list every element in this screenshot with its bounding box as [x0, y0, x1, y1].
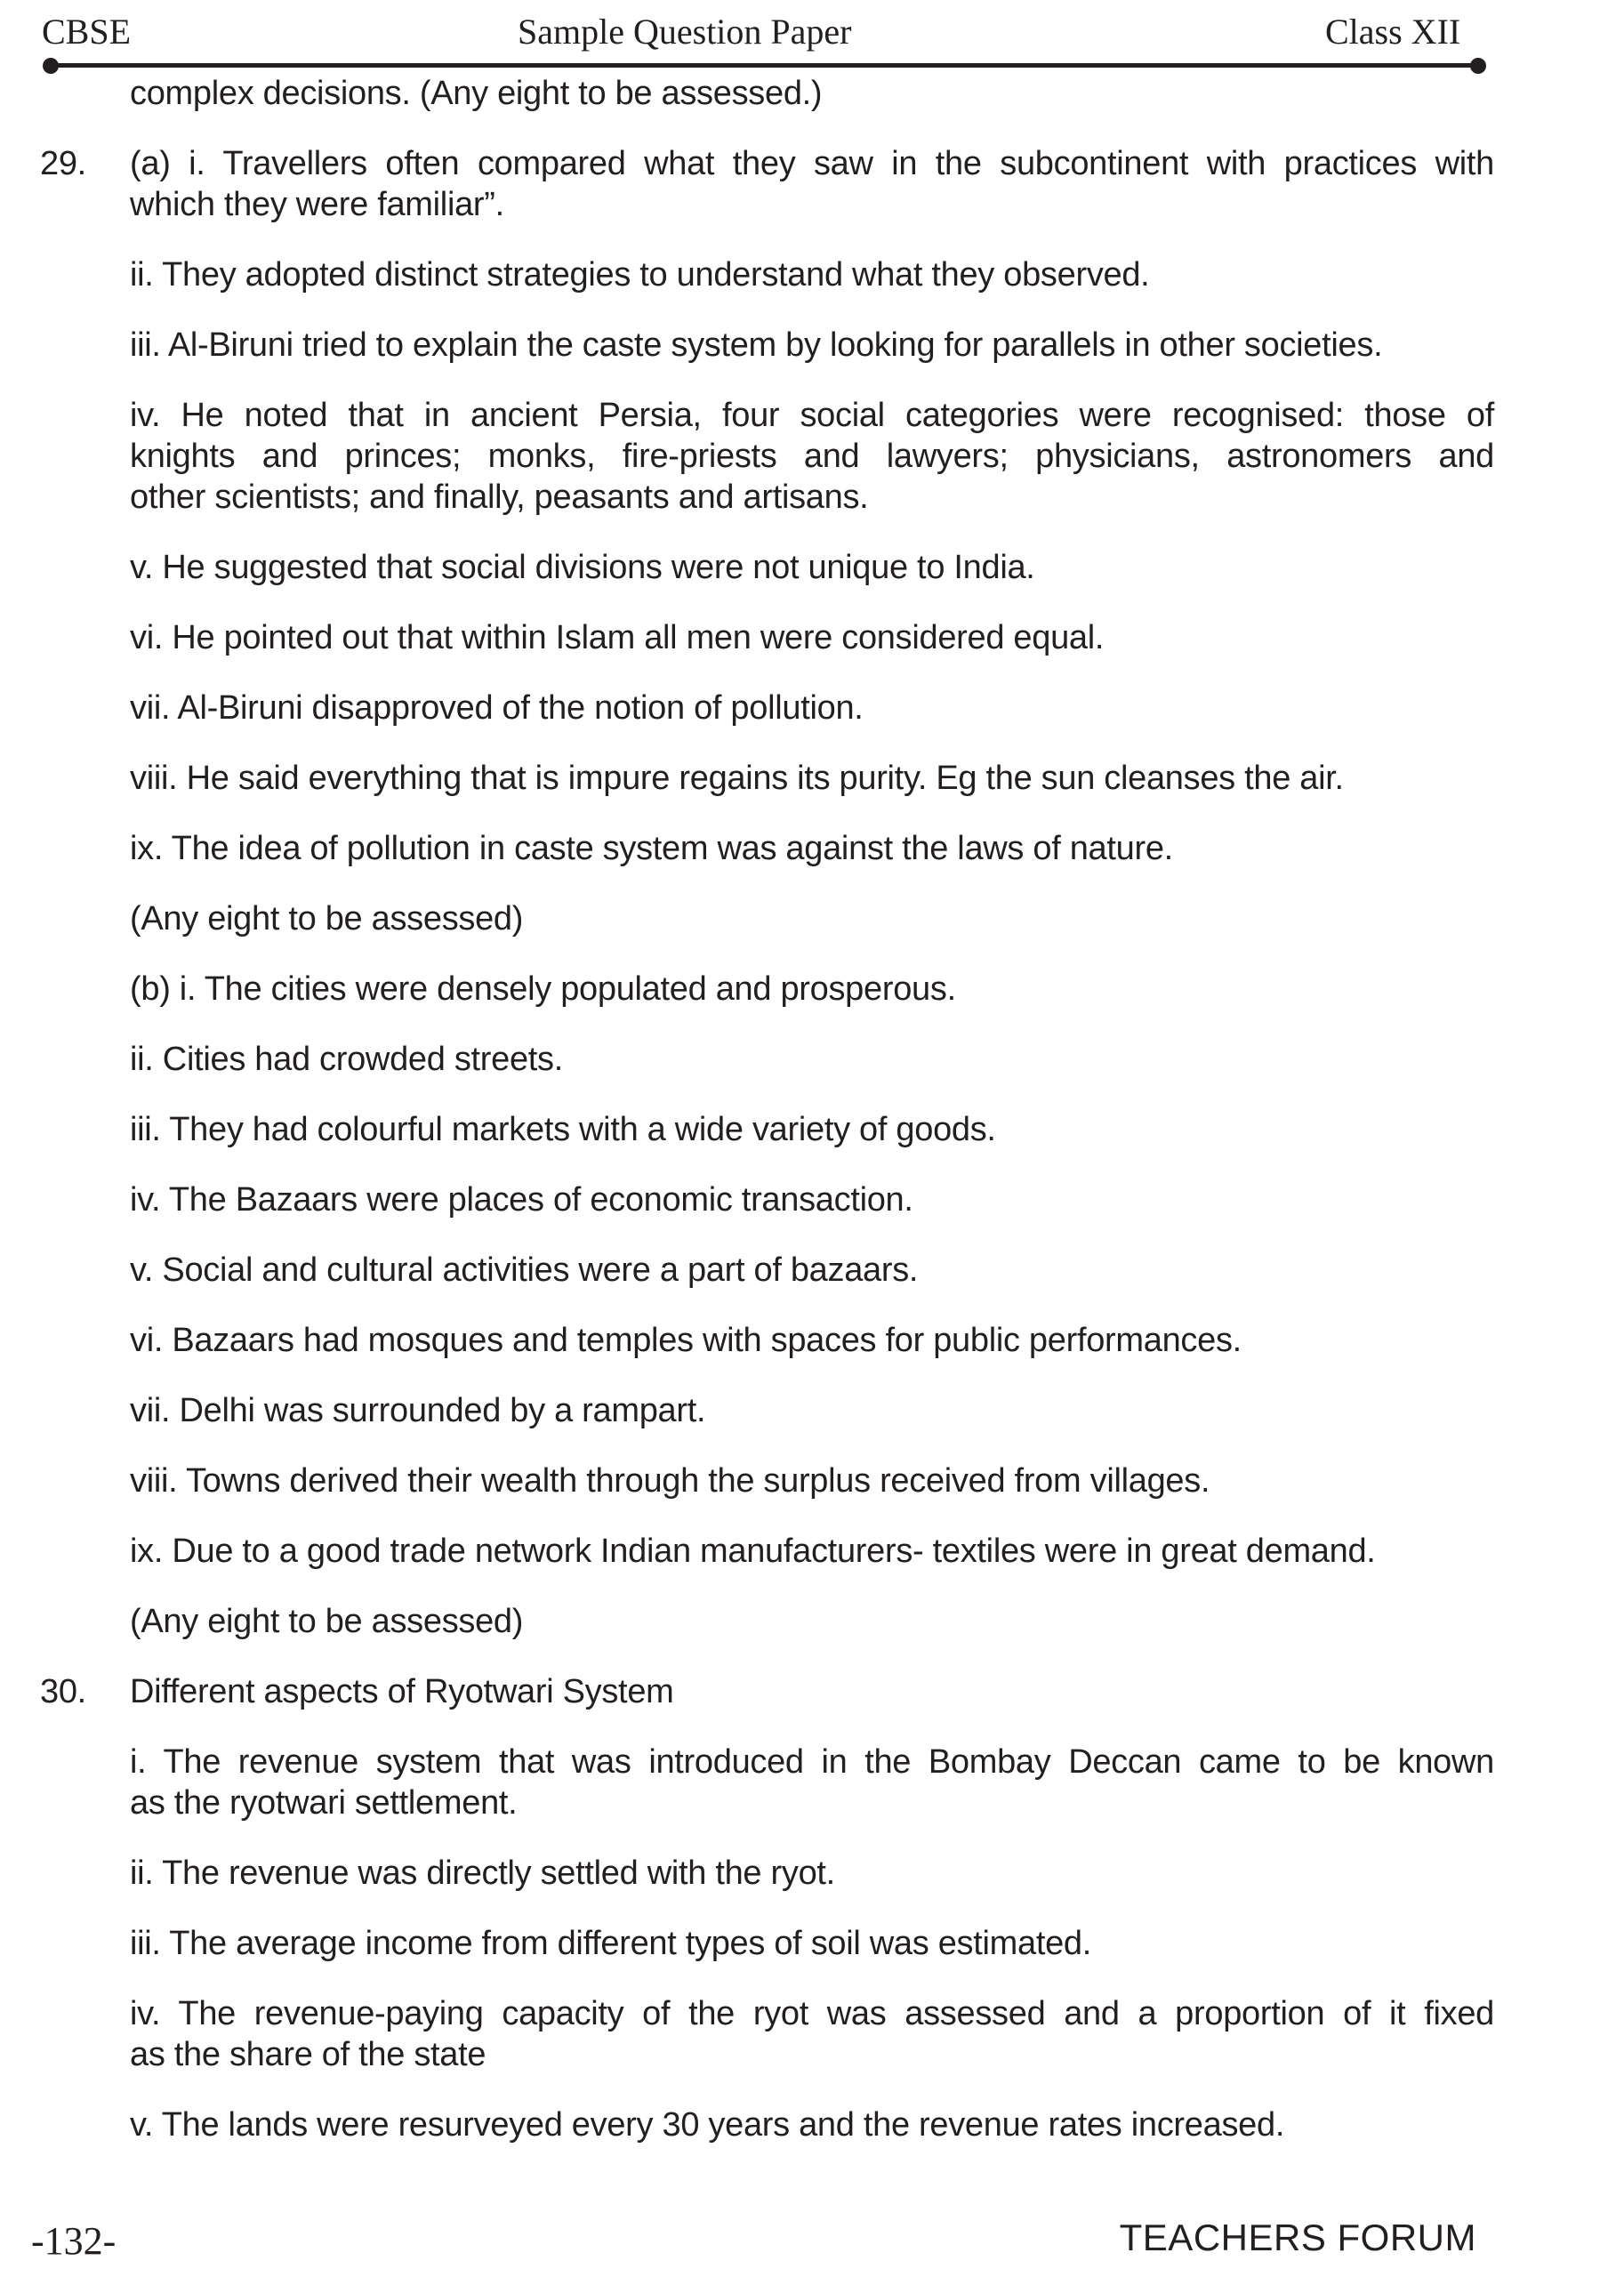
question-list: [40, 73, 1494, 2145]
answer-item: [130, 617, 1494, 658]
text-line: which they were familiar”.: [130, 186, 504, 223]
text-line: other scientists; and finally, peasants and artisans.: [130, 479, 869, 516]
text-line: as the share of the state: [130, 2036, 486, 2073]
text-line: v. The lands were resurveyed every 30 years and the revenue rates increased.: [130, 2106, 1285, 2144]
question-item: [40, 1671, 1494, 1712]
answer-item: [130, 1923, 1494, 1964]
text-line: (Any eight to be assessed): [130, 900, 524, 937]
text-line: ii. They adopted distinct strategies to understand what they observed.: [130, 256, 1150, 294]
text-line: Different aspects of Ryotwari System: [130, 1673, 674, 1710]
text-line: vii. Delhi was surrounded by a rampart.: [130, 1392, 706, 1429]
header-board-name: CBSE: [42, 12, 132, 52]
text-line: as the ryotwari settlement.: [130, 1784, 518, 1822]
question-number: 30.: [40, 1673, 86, 1710]
text-line: iii. They had colourful markets with a wide variety of goods.: [130, 1111, 996, 1148]
text-line: vi. Bazaars had mosques and temples with spaces for public performances.: [130, 1322, 1242, 1359]
answer-item: [130, 1742, 1494, 1823]
text-line: iii. The average income from different types of soil was estimated.: [130, 1925, 1092, 1962]
text-line: ii. Cities had crowded streets.: [130, 1041, 564, 1078]
question-item: [40, 143, 1494, 225]
header-rule: [51, 63, 1478, 68]
answer-item: [130, 1390, 1494, 1431]
text-line: complex decisions. (Any eight to be assessed.): [130, 75, 823, 112]
answer-item: [130, 1531, 1494, 1572]
text-line: viii. Towns derived their wealth through the surplus received from villages.: [130, 1462, 1210, 1500]
text-line: iv. The revenue-paying capacity of the ryot was assessed and a proportion of it fixed: [130, 1995, 1494, 2032]
text-line: (a) i. Travellers often compared what they saw in the subcontinent with practices with: [130, 145, 1494, 182]
text-line: v. He suggested that social divisions were not unique to India.: [130, 549, 1035, 586]
text-line: knights and princes; monks, fire-priests and lawyers; physicians, astronomers and: [130, 438, 1494, 475]
answer-item: [130, 1601, 1494, 1642]
text-line: viii. He said everything that is impure regains its purity. Eg the sun cleanses the air.: [130, 760, 1344, 797]
answer-item: [130, 1853, 1494, 1894]
answer-item: [130, 969, 1494, 1010]
text-line: iv. He noted that in ancient Persia, four social categories were recognised: those of: [130, 397, 1494, 434]
text-line: ix. Due to a good trade network Indian manufacturers- textiles were in great demand.: [130, 1533, 1376, 1570]
answer-item: [130, 1993, 1494, 2075]
text-line: i. The revenue system that was introduced in the Bombay Deccan came to be known: [130, 1743, 1494, 1781]
text-line: ix. The idea of pollution in caste system was against the laws of nature.: [130, 830, 1173, 867]
text-line: vii. Al-Biruni disapproved of the notion of pollution.: [130, 689, 864, 727]
answer-item: [130, 1179, 1494, 1220]
text-line: v. Social and cultural activities were a part of bazaars.: [130, 1251, 919, 1289]
text-line: ii. The revenue was directly settled with the ryot.: [130, 1855, 835, 1892]
footer-publisher: TEACHERS FORUM: [1119, 2217, 1476, 2258]
answer-item: [130, 547, 1494, 588]
text-line: iii. Al-Biruni tried to explain the caste system by looking for parallels in other societies.: [130, 326, 1383, 364]
answer-item: [130, 828, 1494, 869]
answer-item: [130, 1460, 1494, 1501]
answer-item: [130, 1109, 1494, 1150]
text-line: (Any eight to be assessed): [130, 1603, 524, 1640]
answer-item: [130, 758, 1494, 799]
answer-item: [130, 2104, 1494, 2145]
text-line: iv. The Bazaars were places of economic transaction.: [130, 1181, 913, 1219]
answer-item: [130, 73, 1494, 114]
answer-item: [130, 1320, 1494, 1361]
answer-item: [130, 898, 1494, 939]
header-title: Sample Question Paper: [518, 12, 852, 52]
answer-item: [130, 1250, 1494, 1291]
answer-item: [130, 254, 1494, 295]
answer-item: [130, 688, 1494, 728]
text-line: (b) i. The cities were densely populated and prosperous.: [130, 970, 956, 1008]
question-number: 29.: [40, 145, 86, 182]
text-line: vi. He pointed out that within Islam all men were considered equal.: [130, 619, 1105, 656]
header-class-label: Class XII: [1325, 12, 1461, 52]
page-number: -132-: [31, 2219, 117, 2263]
answer-item: [130, 1039, 1494, 1080]
answer-item: [130, 395, 1494, 518]
answer-item: [130, 325, 1494, 366]
